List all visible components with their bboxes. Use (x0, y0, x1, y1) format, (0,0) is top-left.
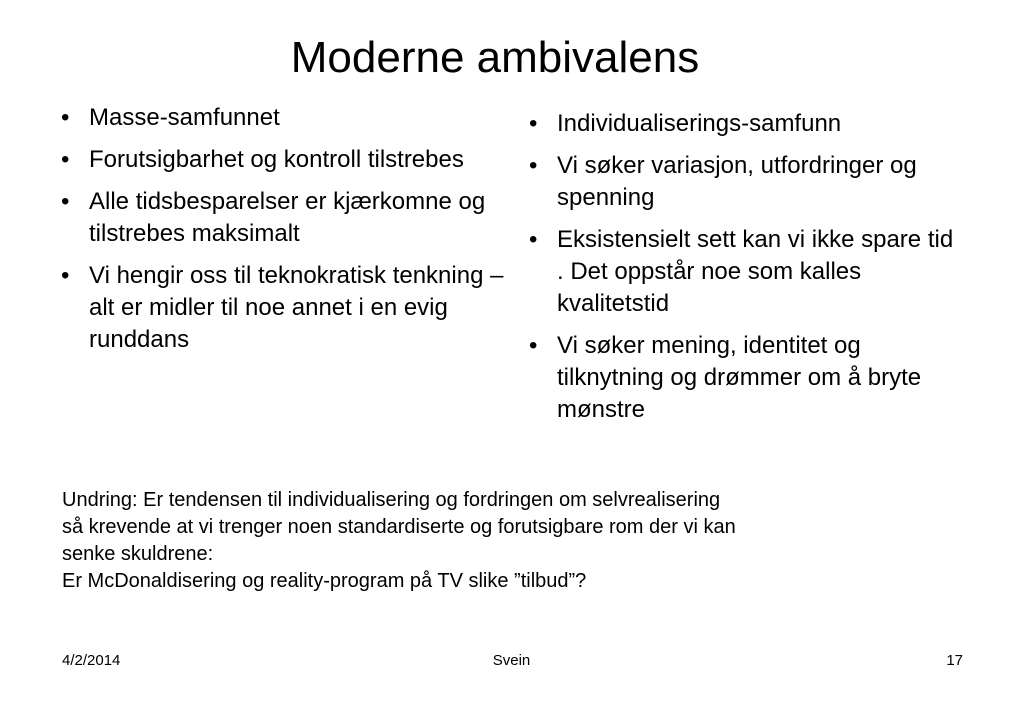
bullet-item: • Individualiserings-samfunn (526, 108, 966, 140)
bullet-item: • Vi søker mening, identitet og tilknytning og drømmer om å bryte mønstre (526, 330, 966, 426)
note-line: så krevende at vi trenger noen standardiserte og forutsigbare rom der vi kan (62, 516, 736, 538)
note-line: Undring: Er tendensen til individualisering og fordringen om selvrealisering (62, 489, 721, 511)
bullet-item: • Forutsigbarhet og kontroll tilstrebes (58, 144, 508, 176)
bullet-item: • Vi søker variasjon, utfordringer og spenning (526, 150, 966, 214)
footer-date: 4/2/2014 (62, 652, 121, 669)
right-bullet-list (526, 108, 966, 436)
bullet-item: • Eksistensielt sett kan vi ikke spare tid . Det oppstår noe som kalles kvalitetstid (526, 224, 966, 320)
reflection-note (62, 487, 972, 595)
bullet-item: • Alle tidsbesparelser er kjærkomne og tilstrebes maksimalt (58, 186, 508, 250)
note-line: Er McDonaldisering og reality-program på TV slike ”tilbud”? (62, 570, 587, 592)
footer-author: Svein (492, 652, 531, 669)
note-line: senke skuldrene: (62, 543, 214, 565)
bullet-item: • Vi hengir oss til teknokratisk tenkning – alt er midler til noe annet i en evig runddans (58, 260, 508, 356)
left-bullet-list (58, 102, 508, 366)
slide-title: Moderne ambivalens (290, 33, 700, 82)
footer-page-number: 17 (946, 652, 963, 669)
bullet-item: • Masse-samfunnet (58, 102, 508, 134)
